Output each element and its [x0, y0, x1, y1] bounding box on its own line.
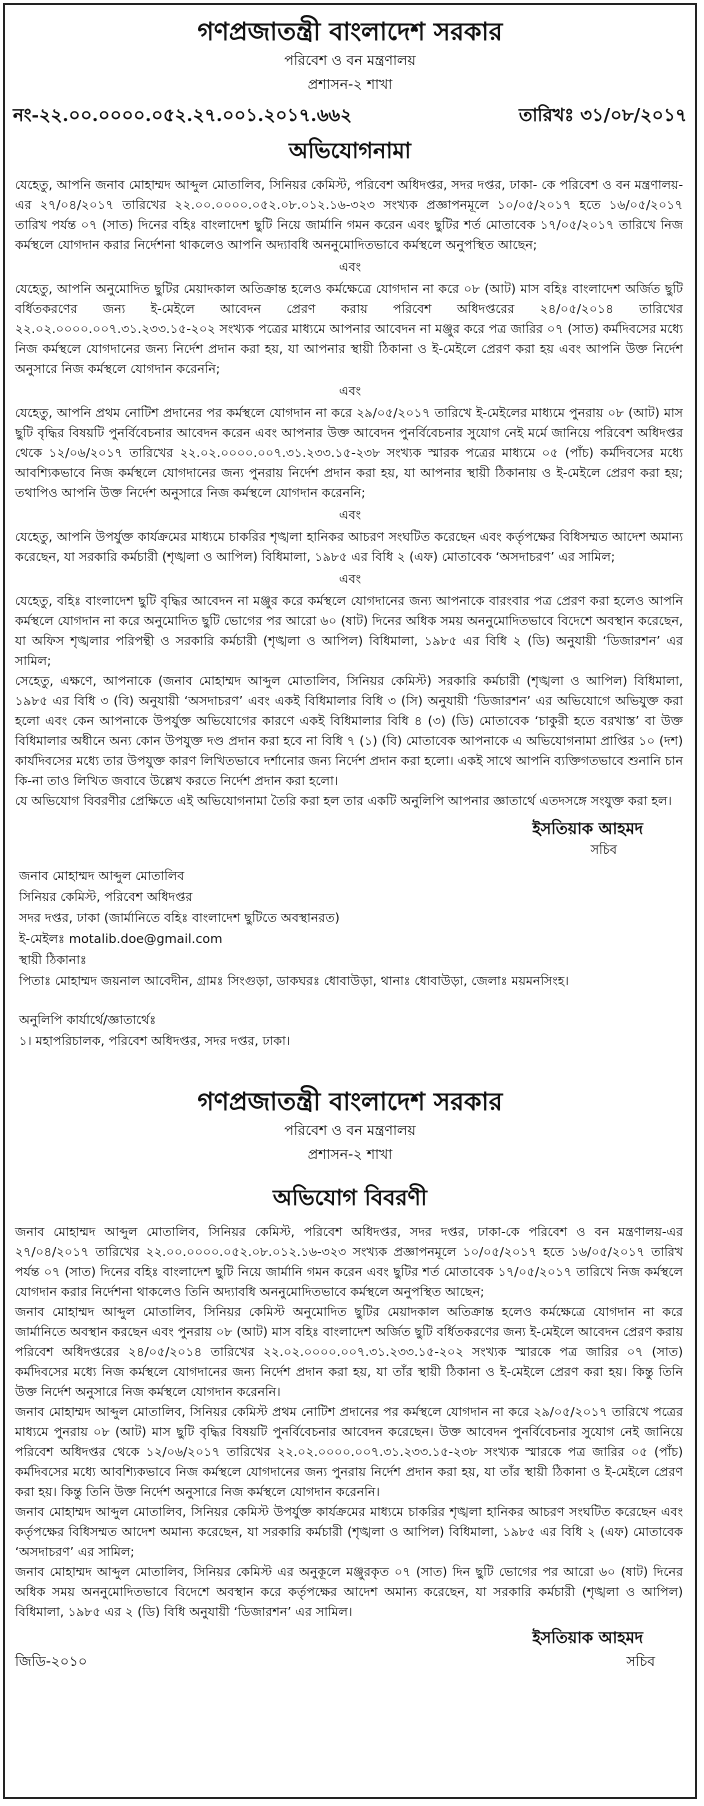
reference-line	[5, 101, 695, 132]
signer-name: ইসতিয়াক আহমদ	[532, 1628, 643, 1647]
addressee-name: জনাব মোহাম্মদ আব্দুল মোতালিব	[19, 868, 185, 883]
permanent-address-label: স্থায়ী ঠিকানাঃ	[19, 952, 87, 967]
statement-paragraph-3: জনাব মোহাম্মদ আব্দুল মোতালিব, সিনিয়র কেমিস্ট প্রথম নোটিশ প্রদানের পর কর্মস্থলে যোগদান না করে ২৯/০৫/২০১৭ তারিখে পত্রের মাধ্যমে পুনরায় ০৮ (আট) মাস ছুটি বৃদ্ধির বিষয়টি পুনর্বিবেচনার আবেদন করেছেন। উক্ত আবেদন পুনর্বিবেচনার সুযোগ নেই জানিয়ে পরিবেশ অধিদপ্তর থেকে ১২/০৬/২০১৭ তারিখের ২২.০২.০০০০.০০৭.৩১.২৩৩.১৫-২৩৮ সংখ্যক স্মারকে পত্র জারির ০৫ (পাঁচ) কর্মদিবসের মধ্যে আবশ্যিকভাবে নিজ কর্মস্থলে যোগদানের জন্য পুনরায় নির্দেশ প্রদান করা হয়, যা তাঁর স্থায়ী ঠিকানা ও ই-মেইলে প্রেরণ করা হয়। কিন্তু তিনি উক্ত নির্দেশ অনুসারে নিজ কর্মস্থলে যোগদান করেননি।	[15, 1404, 683, 1499]
signer-name: ইসতিয়াক আহমদ	[532, 819, 643, 838]
government-title: গণপ্রজাতন্ত্রী বাংলাদেশ সরকার	[197, 1087, 503, 1116]
statement-paragraph-4: জনাব মোহাম্মদ আব্দুল মোতালিব, সিনিয়র কেমিস্ট উপর্যুক্ত কার্যক্রমের মাধ্যমে চাকরির শৃঙ্খলা হানিকর আচরণ সংঘটিত করেছেন এবং কর্তৃপক্ষের বিধিসম্মত আদেশ অমান্য করেছেন, যা সরকারি কর্মচারী (শৃঙ্খলা ও আপিল) বিধিমালা, ১৯৮৫ এর বিধি ২ (এফ) মোতাবেক ‘অসদাচরণ’ এর সামিল;	[15, 1504, 683, 1559]
charge-sheet-title: অভিযোগনামা	[288, 138, 412, 164]
statement-letterhead	[5, 1085, 695, 1167]
signature-block	[5, 817, 695, 861]
charge-paragraph-2: যেহেতু, আপনি অনুমোদিত ছুটির মেয়াদকাল অতিক্রান্ত হলেও কর্মক্ষেত্রে যোগদান না করে ০৮ (আট) মাস বহিঃ বাংলাদেশ অর্জিত ছুটি বর্ধিতকরণের জন্য ই-মেইলে আবেদন প্রেরণ করায় পরিবেশ অধিদপ্তরের ২৪/০৫/২০১৪ তারিখের ২২.০২.০০০০.০০৭.৩১.২৩৩.১৫-২০২ সংখ্যক পত্রের মাধ্যমে আপনার আবেদন না মঞ্জুর করে পত্র জারির ০৭ (সাত) কর্মদিবসের মধ্যে নিজ কর্মস্থলে যোগদানের জন্য নির্দেশ প্রদান করা হয়, যা আপনার স্থায়ী ঠিকানা ও ই-মেইলে প্রেরণ করা হয় এবং আপনি উক্ত নির্দেশ অনুসারে নিজ কর্মস্থলে যোগদান করেননি;	[15, 281, 683, 376]
copy-to-label: অনুলিপি কার্যার্থে/জ্ঞাতার্থেঃ	[19, 1012, 157, 1027]
signer-title: সচিব	[590, 843, 617, 858]
conjunction: এবং	[338, 507, 361, 522]
addressee-designation: সিনিয়র কেমিস্ট, পরিবেশ অধিদপ্তর	[19, 889, 193, 904]
statement-signature	[5, 1626, 695, 1650]
conjunction: এবং	[338, 571, 361, 586]
charge-paragraph-7: যে অভিযোগ বিবরণীর প্রেক্ষিতে এই অভিযোগনামা তৈরি করা হল তার একটি অনুলিপি আপনার জ্ঞাতার্থে এতদসঙ্গে সংযুক্ত করা হল।	[15, 793, 672, 808]
charge-paragraph-4: যেহেতু, আপনি উপর্যুক্ত কার্যক্রমের মাধ্যমে চাকরির শৃঙ্খলা হানিকর আচরণ সংঘটিত করেছেন এবং কর্তৃপক্ষের বিধিসম্মত আদেশ অমান্য করেছেন, যা সরকারি কর্মচারী (শৃঙ্খলা ও আপিল) বিধিমালা, ১৯৮৫ এর বিধি ২ (এফ) মোতাবেক ‘অসদাচরণ’ এর সামিল;	[15, 529, 683, 564]
ministry-name: পরিবেশ ও বন মন্ত্রণালয়	[284, 53, 416, 69]
statement-paragraph-5: জনাব মোহাম্মদ আব্দুল মোতালিব, সিনিয়র কেমিস্ট এর অনুকূলে মঞ্জুরকৃত ০৭ (সাত) দিন ছুটি ভোগের পর আরো ৬০ (ষাট) দিনের অধিক সময় অননুমোদিতভাবে বিদেশে অবস্থান করে কর্তৃপক্ষের আদেশ অমান্য করেছেন, যা সরকারি কর্মচারী (শৃঙ্খলা ও আপিল) বিধিমালা, ১৯৮৫ এর ২ (ডি) বিধি অনুযায়ী ‘ডিজারশন’ এর সামিল।	[15, 1564, 683, 1619]
statement-paragraph-2: জনাব মোহাম্মদ আব্দুল মোতালিব, সিনিয়র কেমিস্ট অনুমোদিত ছুটির মেয়াদকাল অতিক্রান্ত হলেও কর্মক্ষেত্রে যোগদান না করে জার্মানিতে অবস্থান করছেন এবং পুনরায় ০৮ (আট) মাস বহিঃ বাংলাদেশ অর্জিত ছুটি বর্ধিতকরণের জন্য ই-মেইলে আবেদন প্রেরণ করায় পরিবেশ অধিদপ্তরের ২৪/০৫/২০১৪ তারিখের ২২.০২.০০০০.০০৭.৩১.২৩৩.১৫-২০২ সংখ্যক স্মারকে পত্র জারির ০৭ (সাত) কর্মদিবসের মধ্যে নিজ কর্মস্থলে যোগদানের জন্য নির্দেশ প্রদান করা হয়, যা তাঁর স্থায়ী ঠিকানা ও ই-মেইলে প্রেরণ করা হয়। কিন্তু তিনি উক্ত নির্দেশ অনুসারে নিজ কর্মস্থলে যোগদান করেননি।	[15, 1304, 683, 1399]
memo-number: নং-২২.০০.০০০০.০৫২.২৭.০০১.২০১৭.৬৬২	[13, 105, 352, 126]
charge-paragraph-1: যেহেতু, আপনি জনাব মোহাম্মদ আব্দুল মোতালিব, সিনিয়র কেমিস্ট, পরিবেশ অধিদপ্তর, সদর দপ্তর, ঢাকা- কে পরিবেশ ও বন মন্ত্রণালয়-এর ২৭/০৪/২০১৭ তারিখের ২২.০০.০০০০.০৫২.০৮.০১২.১৬-৩২৩ সংখ্যক প্রজ্ঞাপনমূলে ১০/০৫/২০১৭ হতে ১৬/০৫/২০১৭ তারিখ পর্যন্ত ০৭ (সাত) দিনের বহিঃ বাংলাদেশ ছুটি নিয়ে জার্মানি গমন করেন এবং ছুটির শর্ত মোতাবেক ১৭/০৫/২০১৭ তারিখে নিজ কর্মস্থলে যোগদান করার নির্দেশনা থাকলেও আপনি অদ্যাবধি অননুমোদিতভাবে কর্মস্থলে অনুপস্থিত আছেন;	[15, 177, 683, 252]
memo-date: তারিখঃ ৩১/০৮/২০১৭	[518, 105, 687, 126]
charge-paragraph-3: যেহেতু, আপনি প্রথম নোটিশ প্রদানের পর কর্মস্থলে যোগদান না করে ২৯/০৫/২০১৭ তারিখে ই-মেইলের মাধ্যমে পুনরায় ০৮ (আট) মাস ছুটি বৃদ্ধির বিষয়টি পুনর্বিবেচনার আবেদন করেন এবং আপনার উক্ত আবেদন পুনর্বিবেচনার সুযোগ নেই মর্মে জানিয়ে পরিবেশ অধিদপ্তর থেকে ১২/০৬/২০১৭ তারিখের ২২.০২.০০০০.০০৭.৩১.২৩৩.১৫-২৩৮ সংখ্যক স্মারক পত্রের মাধ্যমে ০৫ (পাঁচ) কর্মদিবসের মধ্যে আবশ্যিকভাবে নিজ কর্মস্থলে যোগদানের জন্য পুনরায় নির্দেশ প্রদান করা হয়, যা আপনার স্থায়ী ঠিকানায় ও ই-মেইলে প্রেরণ করা হয়; তথাপিও আপনি উক্ত নির্দেশ অনুসারে নিজ কর্মস্থলে যোগদান করেননি;	[15, 405, 683, 500]
charge-paragraph-5: যেহেতু, বহিঃ বাংলাদেশ ছুটি বৃদ্ধির আবেদন না মঞ্জুর করে কর্মস্থলে যোগদানের জন্য আপনাকে বারংবার পত্র প্রেরণ করা হলেও আপনি কর্মস্থলে যোগদান না করে অনুমোদিত ছুটি ভোগের পর আরো ৬০ (ষাট) দিনের অধিক সময় অননুমোদিতভাবে বিদেশে অবস্থান করেছেন, যা অফিস শৃঙ্খলার পরিপন্থী ও সরকারি কর্মচারী (শৃঙ্খলা ও আপিল) বিধিমালা, ১৯৮৫ এর বিধি ২ (ডি) অনুযায়ী ‘ডিজারশন’ এর সামিল;	[15, 593, 683, 668]
addressee-block	[5, 865, 695, 991]
copy-to-block	[5, 1009, 695, 1051]
page-footer	[5, 1650, 695, 1674]
conjunction: এবং	[338, 383, 361, 398]
footer-signer-title: সচিব	[626, 1654, 655, 1670]
government-title: গণপ্রজাতন্ত্রী বাংলাদেশ সরকার	[197, 17, 503, 46]
statement-section	[5, 1085, 695, 1650]
charge-paragraph-6: সেহেতু, এক্ষণে, আপনাকে (জনাব মোহাম্মদ আব্দুল মোতালিব, সিনিয়র কেমিস্ট) সরকারি কর্মচারী (শৃঙ্খলা ও আপিল) বিধিমালা, ১৯৮৫ এর বিধি ৩ (বি) অনুযায়ী ‘অসদাচরণ’ এবং একই বিধিমালার বিধি ৩ (সি) অনুযায়ী ‘ডিজারশন’ এর অভিযোগে অভিযুক্ত করা হলো এবং কেন আপনাকে উপর্যুক্ত অভিযোগের কারণে একই বিধিমালার বিধি ৪ (৩) (ডি) মোতাবেক ‘চাকুরী হতে বরখাস্ত’ বা উক্ত বিধিমালার অধীনে অন্য কোন উপযুক্ত দণ্ড প্রদান করা হবে না বিধি ৭ (১) (বি) মোতাবেক আপনাকে এ অভিযোগনামা প্রাপ্তির ১০ (দশ) কার্যদিবসের মধ্যে তার উপযুক্ত কারণ লিখিতভাবে দর্শানোর জন্য নির্দেশ প্রদান করা হলো। একই সাথে আপনি ব্যক্তিগতভাবে শুনানি চান কি-না তাও লিখিত জবাবে উল্লেখ করতে নির্দেশ প্রদান করা হলো।	[15, 673, 683, 788]
statement-paragraph-1: জনাব মোহাম্মদ আব্দুল মোতালিব, সিনিয়র কেমিস্ট, পরিবেশ অধিদপ্তর, সদর দপ্তর, ঢাকা-কে পরিবেশ ও বন মন্ত্রণালয়-এর ২৭/০৪/২০১৭ তারিখের ২২.০০.০০০০.০৫২.০৮.০১২.১৬-৩২৩ সংখ্যক প্রজ্ঞাপনমূলে ১০/০৫/২০১৭ হতে ১৬/০৫/২০১৭ তারিখ পর্যন্ত ০৭ (সাত) দিনের বহিঃ বাংলাদেশ ছুটি নিয়ে জার্মানি গমন করেন এবং ছুটির শর্ত মোতাবেক ১৭/০৫/২০১৭ তারিখে নিজ কর্মস্থলে যোগদান করার নির্দেশনা থাকলেও তিনি অদ্যাবধি অননুমোদিতভাবে কর্মস্থলে অনুপস্থিত আছেন;	[15, 1224, 683, 1299]
document-page	[3, 3, 697, 1799]
addressee-office: সদর দপ্তর, ঢাকা (জার্মানিতে বহিঃ বাংলাদেশ ছুটিতে অবস্থানরত)	[19, 910, 340, 925]
branch-name: প্রশাসন-২ শাখা	[307, 77, 393, 93]
statement-title: অভিযোগ বিবরণী	[272, 1185, 428, 1211]
permanent-address: পিতাঃ মোহাম্মদ জয়নাল আবেদীন, গ্রামঃ সিংগুড়া, ডাকঘরঃ ধোবাউড়া, থানাঃ ধোবাউড়া, জেলাঃ ময়মনসিংহ।	[19, 973, 569, 988]
conjunction: এবং	[338, 259, 361, 274]
ministry-name: পরিবেশ ও বন মন্ত্রণালয়	[284, 1123, 416, 1139]
form-code: জিডি-২০১০	[15, 1654, 88, 1670]
copy-to-item: ১। মহাপরিচালক, পরিবেশ অধিদপ্তর, সদর দপ্তর, ঢাকা।	[19, 1033, 291, 1048]
letterhead	[5, 15, 695, 97]
branch-name: প্রশাসন-২ শাখা	[307, 1147, 393, 1163]
addressee-email: ই-মেইলঃ motalib.doe@gmail.com	[19, 931, 223, 946]
